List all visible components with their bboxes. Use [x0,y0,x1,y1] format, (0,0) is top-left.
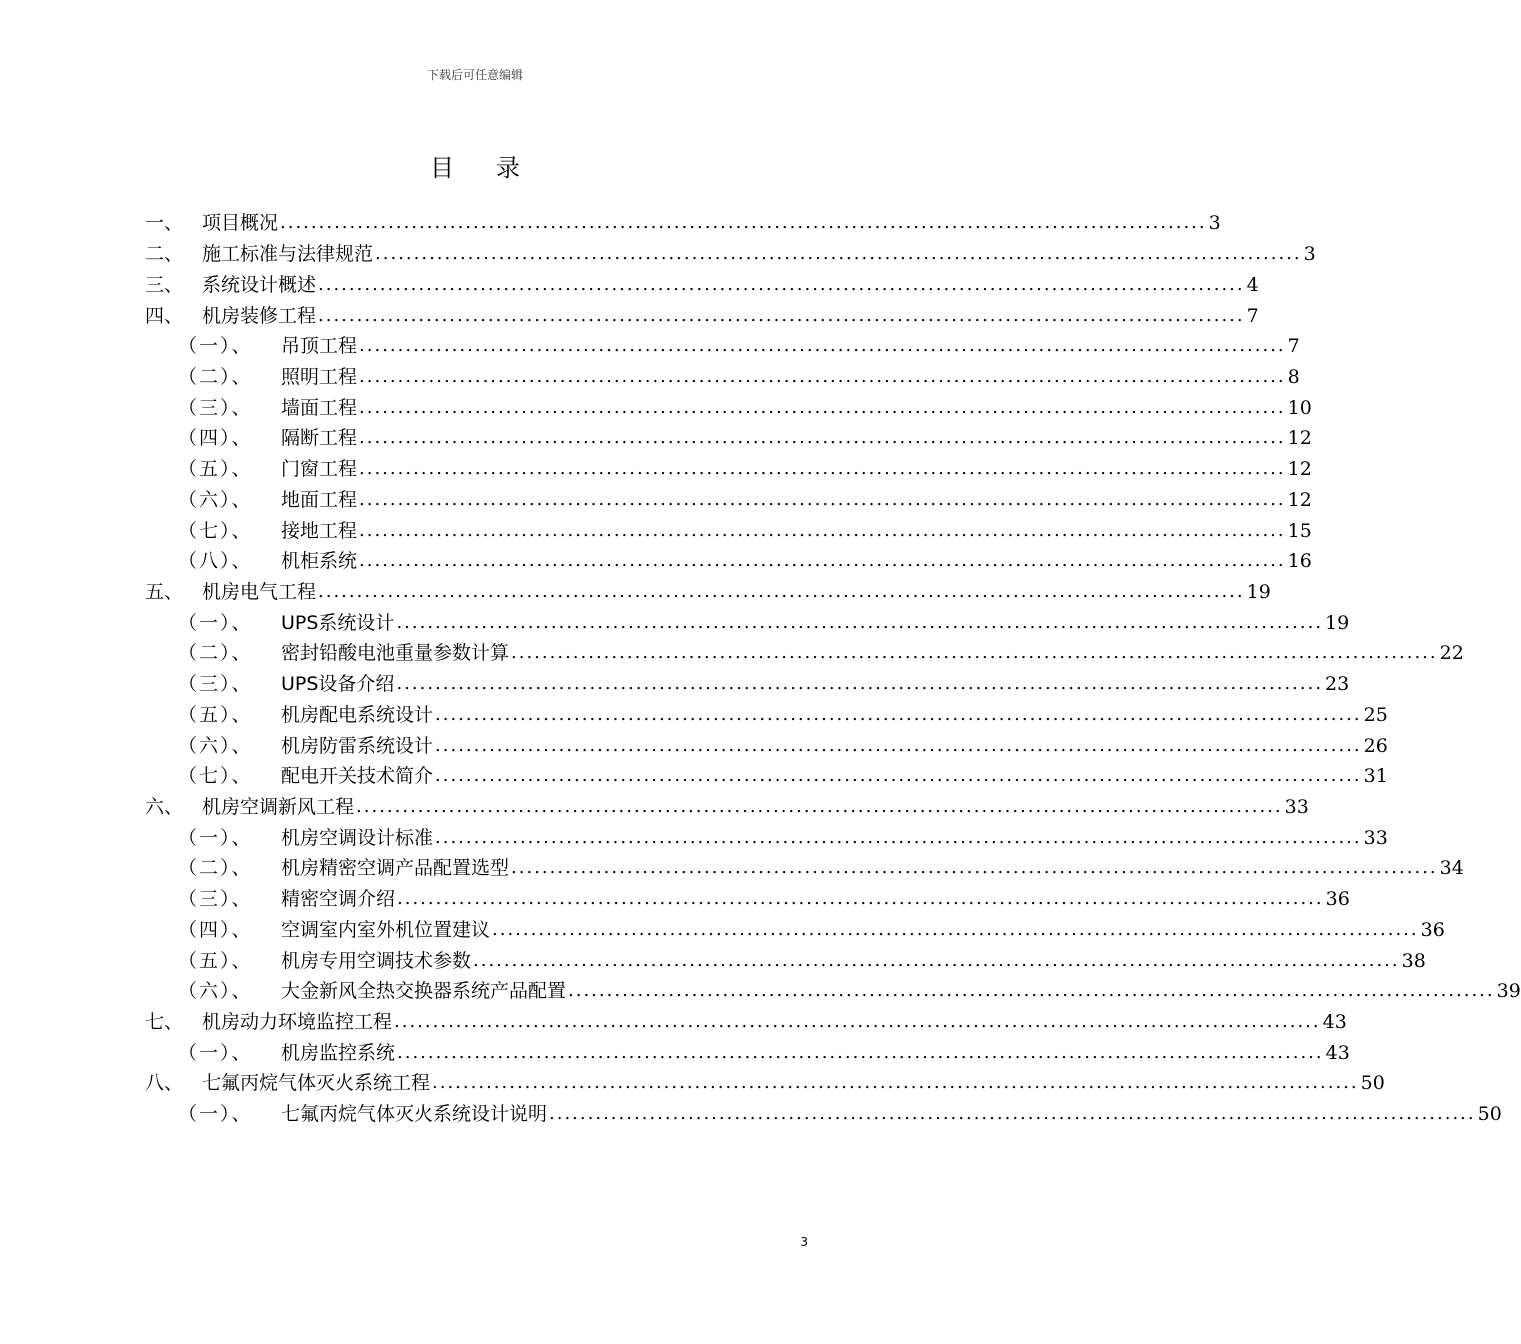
toc-entry-label: 机柜系统 [281,550,358,573]
toc-entry-page: 38 [1401,949,1426,972]
dot-leader: ........................................................................................................................ [435,826,1362,848]
toc-entry-number: （二）、 [178,365,253,388]
toc-entry-page: 39 [1496,980,1521,1003]
toc-entry-number: 一、 [145,212,184,235]
toc-entry[interactable] [145,546,1312,577]
toc-entry[interactable] [145,331,1300,362]
toc-entry-page: 12 [1287,488,1312,511]
toc-entry[interactable] [145,454,1312,485]
page-number: 3 [800,1235,808,1249]
toc-entry-label: 密封铅酸电池重量参数计算 [281,642,510,665]
toc-entry-number: （七）、 [178,519,253,542]
dot-leader: ........................................................................................................................ [359,396,1286,418]
toc-entry-page: 16 [1287,550,1312,573]
toc-entry[interactable] [145,638,1464,669]
toc-entry-label: 地面工程 [281,488,358,511]
toc-entry[interactable] [145,577,1271,608]
toc-entry-page: 7 [1246,304,1259,327]
toc-entry-number: 四、 [145,304,184,327]
toc-entry-number: 八、 [145,1072,184,1095]
toc-entry-page: 50 [1360,1072,1385,1095]
toc-entry-number: 三、 [145,273,184,296]
toc-entry[interactable] [145,792,1309,823]
toc-entry[interactable] [145,730,1388,761]
toc-entry-number: 七、 [145,1011,184,1034]
toc-entry-label: 机房监控系统 [281,1041,396,1064]
toc-entry[interactable] [145,884,1350,915]
toc-entry[interactable] [145,423,1312,454]
toc-entry-page: 19 [1246,580,1271,603]
toc-entry-page: 12 [1287,458,1312,481]
toc-entry-label: 空调室内室外机位置建议 [281,918,491,941]
header-note: 下载后可任意编辑 [426,68,523,82]
toc-entry-label: UPS系统设计 [281,611,395,634]
toc-entry-label: UPS设备介绍 [281,673,395,696]
toc-entry[interactable] [145,1068,1385,1099]
toc-entry-number: （一）、 [178,335,253,358]
toc-entry-number: （四）、 [178,918,253,941]
toc-entry-page: 43 [1322,1011,1347,1034]
toc-entry-label: 隔断工程 [281,427,358,450]
toc-entry[interactable] [145,269,1259,300]
toc-entry[interactable] [145,853,1464,884]
toc-entry-page: 7 [1287,335,1300,358]
toc-entry[interactable] [145,362,1300,393]
toc-entry-label: 门窗工程 [281,458,358,481]
toc-entry-label: 机房空调新风工程 [202,796,355,819]
dot-leader: ........................................................................................................................ [473,949,1400,971]
toc-entry-page: 31 [1363,765,1388,788]
toc-entry-number: （五）、 [178,458,253,481]
toc-entry-number: （一）、 [178,1103,253,1126]
toc-entry-page: 15 [1287,519,1312,542]
dot-leader: ........................................................................................................................ [394,1011,1321,1033]
toc-entry-label: 项目概况 [202,212,279,235]
dot-leader: ........................................................................................................................ [356,796,1283,818]
dot-leader: ........................................................................................................................ [359,550,1286,572]
toc-entry[interactable] [145,392,1312,423]
toc-entry-page: 3 [1303,243,1316,266]
toc-entry-number: （一）、 [178,826,253,849]
table-of-contents [145,208,1521,1130]
toc-entry-number: （七）、 [178,765,253,788]
toc-entry-number: （一）、 [178,611,253,634]
toc-entry-page: 25 [1363,703,1388,726]
dot-leader: ........................................................................................................................ [359,488,1286,510]
toc-entry-label: 施工标准与法律规范 [202,243,374,266]
toc-entry-number: 二、 [145,243,184,266]
dot-leader: ........................................................................................................................ [432,1072,1359,1094]
toc-entry[interactable] [145,208,1221,239]
dot-leader: ........................................................................................................................ [359,458,1286,480]
toc-entry-page: 4 [1246,273,1259,296]
dot-leader: ........................................................................................................................ [492,918,1419,940]
dot-leader: ........................................................................................................................ [435,703,1362,725]
dot-leader: ........................................................................................................................ [397,888,1324,910]
toc-entry-label: 墙面工程 [281,396,358,419]
toc-entry-page: 33 [1363,826,1388,849]
toc-entry-label: 七氟丙烷气体灭火系统设计说明 [281,1103,548,1126]
toc-entry-page: 33 [1284,796,1309,819]
toc-entry-number: （五）、 [178,949,253,972]
toc-entry-label: 大金新风全热交换器系统产品配置 [281,980,567,1003]
dot-leader: ........................................................................................................................ [375,243,1302,265]
toc-entry-number: （二）、 [178,642,253,665]
toc-entry-label: 机房配电系统设计 [281,703,434,726]
toc-entry-page: 23 [1325,673,1350,696]
dot-leader: ........................................................................................................................ [318,273,1245,295]
toc-entry-page: 26 [1363,734,1388,757]
dot-leader: ........................................................................................................................ [280,212,1207,234]
toc-entry-number: （三）、 [178,396,253,419]
toc-entry-label: 配电开关技术简介 [281,765,434,788]
toc-entry-label: 照明工程 [281,365,358,388]
dot-leader: ........................................................................................................................ [318,580,1245,602]
toc-entry-label: 机房电气工程 [202,580,317,603]
toc-entry-label: 机房动力环境监控工程 [202,1011,393,1034]
toc-entry[interactable] [145,607,1350,638]
dot-leader: ........................................................................................................................ [318,304,1245,326]
toc-entry-page: 3 [1208,212,1221,235]
page-title: 目录 [430,154,562,182]
toc-entry-number: （六）、 [178,734,253,757]
toc-entry-label: 吊顶工程 [281,335,358,358]
dot-leader: ........................................................................................................................ [549,1103,1476,1125]
toc-entry[interactable] [145,700,1388,731]
toc-entry-page: 36 [1325,888,1350,911]
toc-entry-label: 系统设计概述 [202,273,317,296]
toc-entry-label: 精密空调介绍 [281,888,396,911]
toc-entry[interactable] [145,915,1445,946]
toc-entry-label: 接地工程 [281,519,358,542]
toc-entry-page: 19 [1325,611,1350,634]
toc-entry[interactable] [145,1037,1350,1068]
toc-entry[interactable] [145,484,1312,515]
toc-entry-number: （六）、 [178,488,253,511]
toc-entry-page: 8 [1287,365,1300,388]
dot-leader: ........................................................................................................................ [396,611,1324,633]
toc-entry[interactable] [145,822,1388,853]
toc-entry-number: （五）、 [178,703,253,726]
toc-entry-page: 34 [1439,857,1464,880]
toc-entry[interactable] [145,976,1521,1007]
toc-entry[interactable] [145,1007,1347,1038]
dot-leader: ........................................................................................................................ [396,673,1324,695]
toc-entry-number: （八）、 [178,550,253,573]
toc-entry-number: （二）、 [178,857,253,880]
dot-leader: ........................................................................................................................ [359,365,1286,387]
toc-entry[interactable] [145,239,1316,270]
toc-entry-number: （一）、 [178,1041,253,1064]
toc-entry-number: （三）、 [178,673,253,696]
toc-entry[interactable] [145,761,1388,792]
toc-entry-page: 50 [1477,1103,1502,1126]
toc-entry[interactable] [145,669,1350,700]
toc-entry-label: 机房精密空调产品配置选型 [281,857,510,880]
dot-leader: ........................................................................................................................ [511,857,1438,879]
toc-entry[interactable] [145,945,1426,976]
toc-entry-number: （四）、 [178,427,253,450]
toc-entry-page: 43 [1325,1041,1350,1064]
dot-leader: ........................................................................................................................ [511,642,1438,664]
toc-entry-label: 机房专用空调技术参数 [281,949,472,972]
toc-entry[interactable] [145,515,1312,546]
toc-entry-label: 机房空调设计标准 [281,826,434,849]
toc-entry-label: 七氟丙烷气体灭火系统工程 [202,1072,431,1095]
toc-entry-page: 22 [1439,642,1464,665]
toc-entry-page: 36 [1420,918,1445,941]
toc-entry-number: 五、 [145,580,184,603]
toc-entry-number: 六、 [145,796,184,819]
toc-entry[interactable] [145,1099,1502,1130]
toc-entry-label: 机房装修工程 [202,304,317,327]
dot-leader: ........................................................................................................................ [359,427,1286,449]
dot-leader: ........................................................................................................................ [359,519,1286,541]
toc-entry-page: 12 [1287,427,1312,450]
toc-entry-page: 10 [1287,396,1312,419]
toc-entry-label: 机房防雷系统设计 [281,734,434,757]
dot-leader: ........................................................................................................................ [568,980,1495,1002]
dot-leader: ........................................................................................................................ [397,1041,1324,1063]
dot-leader: ........................................................................................................................ [435,734,1362,756]
dot-leader: ........................................................................................................................ [435,765,1362,787]
toc-entry[interactable] [145,300,1259,331]
dot-leader: ........................................................................................................................ [359,335,1286,357]
toc-entry-number: （三）、 [178,888,253,911]
toc-entry-number: （六）、 [178,980,253,1003]
